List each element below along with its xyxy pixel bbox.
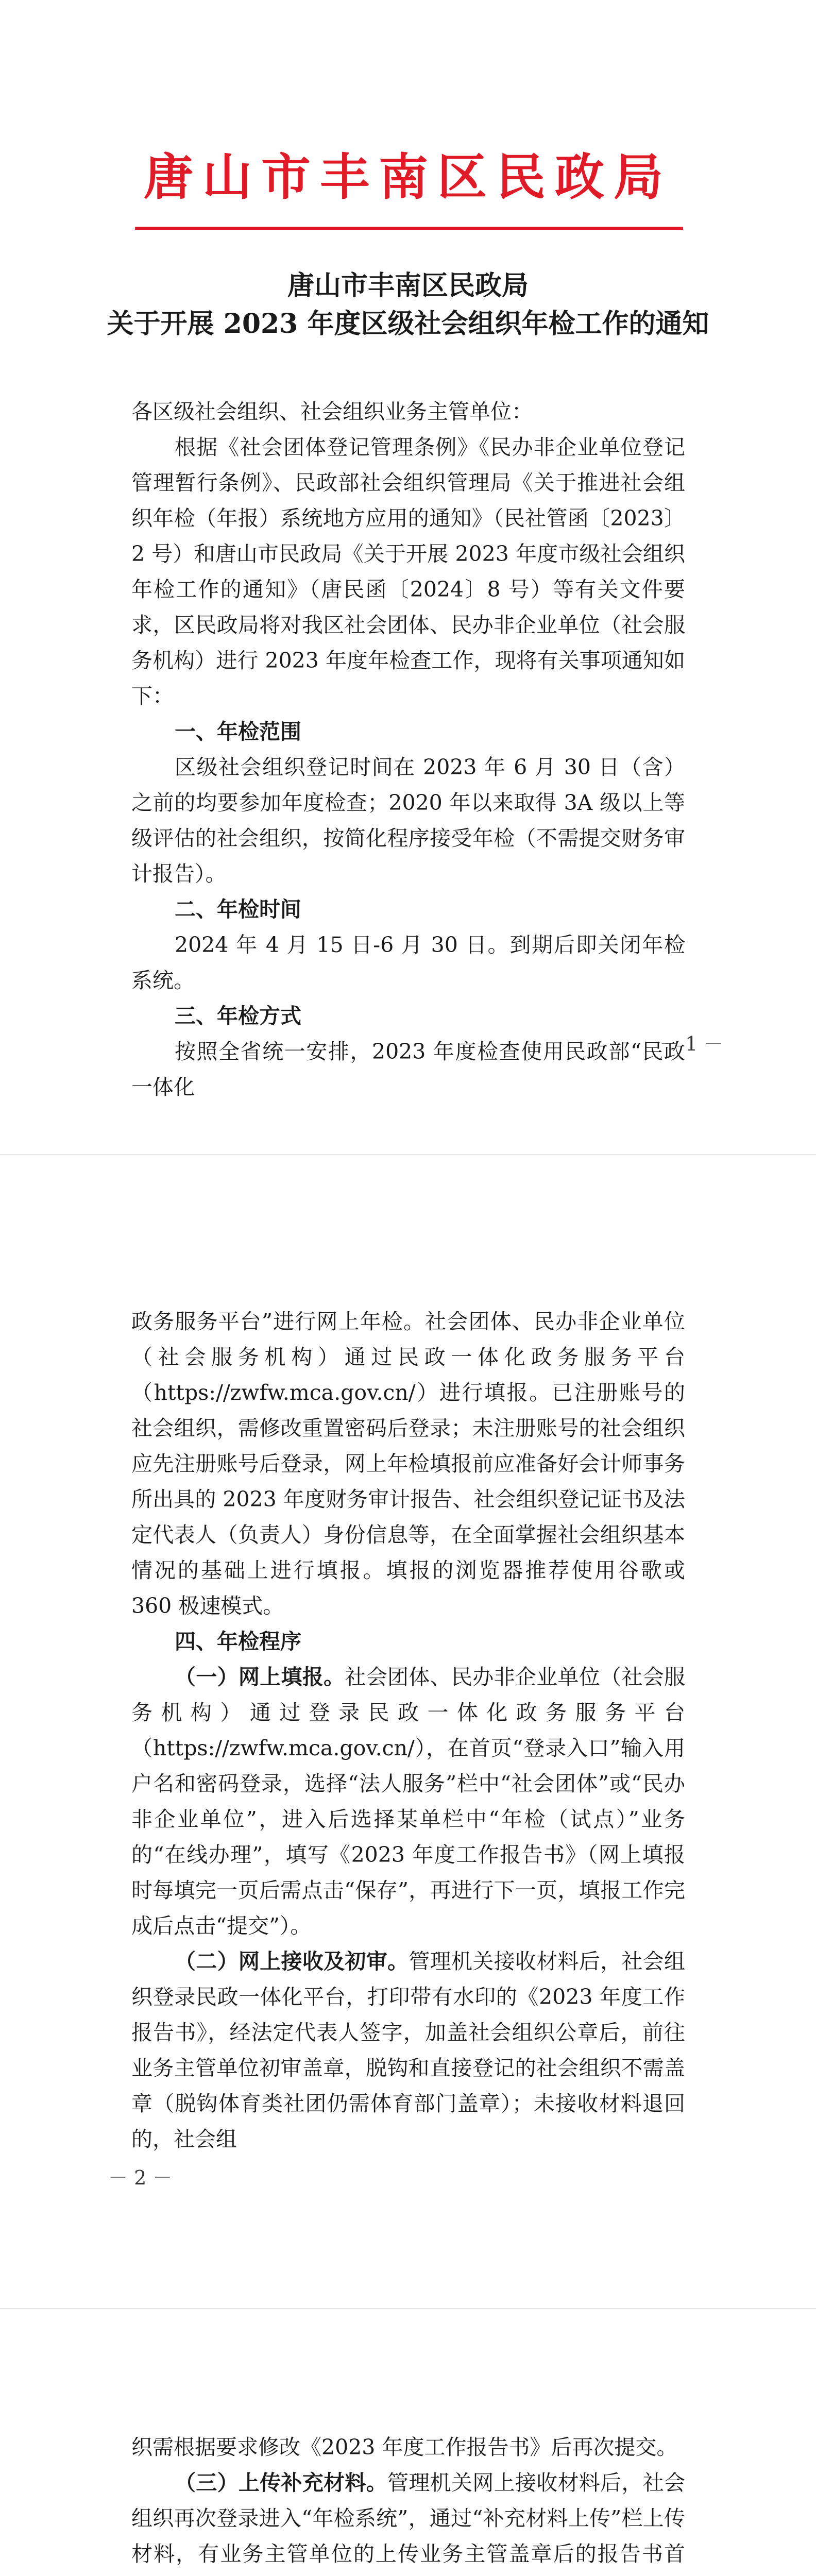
procedure-1-label: （一）网上填报。 <box>175 1665 345 1689</box>
procedure-1-text: 社会团体、民办非企业单位（社会服务机构）通过登录民政一体化政务服务平台（https://zwfw.mca.gov.cn/），在首页“登录入口”输入用户名和密码登录，选择“法人服务”栏中“社会团体”或“民办非企业单位”，进入后选择某单栏中“年检（试点）”业务的“在线办理”，填写《2023 年度工作报告书》（网上填报时每填完一页后需点击“保存”，再进行下一页，填报工作完成后点击“提交”）。 <box>131 1665 686 1938</box>
procedure-2-label: （二）网上接收及初审。 <box>175 1949 409 1974</box>
procedure-3-text: 管理机关网上接收材料后，社会组织再次登录进入“年检系统”，通过“补充材料上传”栏上传材料，有业务主管单位的上传业务主管盖章后的报告书首 <box>131 2470 686 2566</box>
intro-paragraph: 根据《社会团体登记管理条例》《民办非企业单位登记管理暂行条例》、民政部社会组织管理局《关于推进社会组织年检（年报）系统地方应用的通知》（民社管函〔2023〕2 号）和唐山市民政局《关于开展 2023 年度市级社会组织年检工作的通知》（唐民函〔2024〕8 号）等有关文件要求，区民政局将对我区社会团体、民办非企业单位（社会服务机构）进行 2023 年度年检查工作，现将有关事项通知如下： <box>131 435 685 708</box>
procedure-3-label: （三）上传补充材料。 <box>175 2470 388 2495</box>
doc-title-line2: 关于开展 2023 年度区级社会组织年检工作的通知 <box>107 308 709 340</box>
procedure-1 <box>131 1659 685 1944</box>
section2-text: 2024 年 4 月 15 日-6 月 30 日。到期后即关闭年检系统。 <box>131 933 685 993</box>
red-header-divider <box>135 227 683 230</box>
doc-title-line1: 唐山市丰南区民政局 <box>287 270 529 301</box>
document-page-1 <box>0 0 816 1154</box>
procedure-2-text-cont: 织需根据要求修改《2023 年度工作报告书》后再次提交。 <box>131 2435 678 2460</box>
page-number-1: － 1 － <box>659 1032 724 1055</box>
document-page-3 <box>0 2308 816 2576</box>
section3-text-cont: 政务服务平台”进行网上年检。社会团体、民办非企业单位（社会服务机构）通过民政一体化政务服务平台（https://zwfw.mca.gov.cn/）进行填报。已注册账号的社会组织，需修改重置密码后登录；未注册账号的社会组织应先注册账号后登录，网上年检填报前应准备好会计师事务所出具的 2023 年度财务审计报告、社会组织登记证书及法定代表人（负责人）身份信息等，在全面掌握社会组织基本情况的基础上进行填报。填报的浏览器推荐使用谷歌或 360 极速模式。 <box>131 1309 685 1618</box>
procedure-2-text: 管理机关接收材料后，社会组织登录民政一体化平台，打印带有水印的《2023 年度工作报告书》，经法定代表人签字，加盖社会组织公章后，前往业务主管单位初审盖章，脱钩和直接登记的社会组织不需盖章（脱钩体育类社团仍需体育部门盖章）；未接收材料退回的，社会组 <box>131 1949 686 2151</box>
red-header-org-name: 唐山市丰南区民政局 <box>144 148 672 206</box>
section2-heading: 二、年检时间 <box>175 897 301 922</box>
page-number-2: － 2 － <box>108 2166 173 2189</box>
procedure-2 <box>131 1944 685 2157</box>
page2-body <box>131 1304 685 2157</box>
section4-heading: 四、年检程序 <box>175 1629 301 1654</box>
page1-body <box>131 394 685 1105</box>
section3-heading: 三、年检方式 <box>175 1004 301 1028</box>
procedure-3 <box>131 2465 685 2576</box>
section1-text: 区级社会组织登记时间在 2023 年 6 月 30 日（含）之前的均要参加年度检查；2020 年以来取得 3A 级以上等级评估的社会组织，按简化程序接受年检（不需提交财务审计报告）。 <box>131 755 685 886</box>
section1-heading: 一、年检范围 <box>175 719 301 744</box>
document-page-2 <box>0 1154 816 2308</box>
page3-body <box>131 2430 685 2576</box>
salutation: 各区级社会组织、社会组织业务主管单位： <box>131 399 533 424</box>
section3-text-start: 按照全省统一安排，2023 年度检查使用民政部“民政一体化 <box>131 1039 685 1099</box>
